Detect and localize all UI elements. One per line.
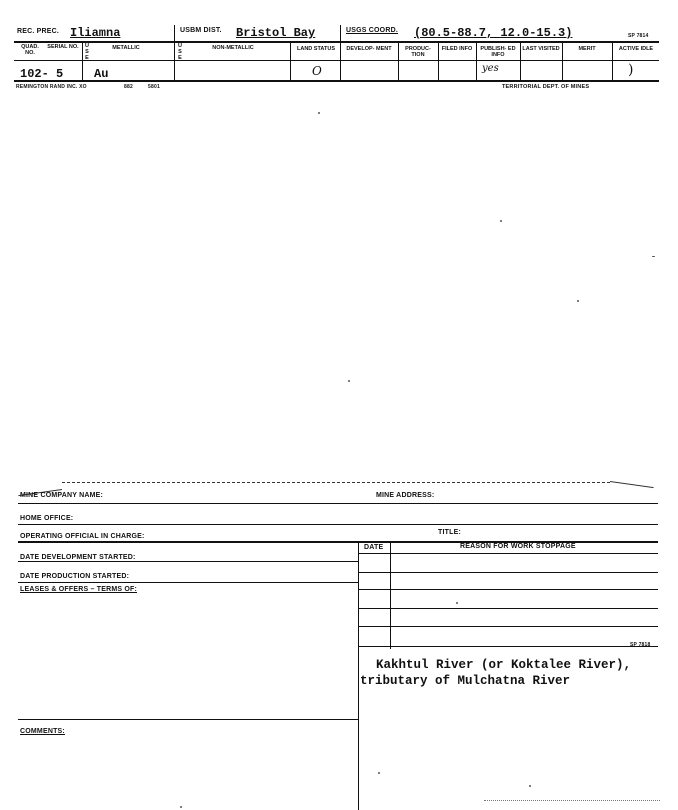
row-published-info: yes (482, 63, 499, 74)
col-div-c (290, 42, 291, 80)
reason-rule-1 (358, 553, 658, 554)
rule-1 (18, 503, 658, 504)
speck (652, 256, 655, 257)
col-production: PRODUC- TION (405, 46, 431, 58)
col-land-status: LAND STATUS (297, 46, 335, 52)
usbm-dist-value: Bristol Bay (236, 26, 316, 40)
home-office-label: HOME OFFICE: (20, 515, 74, 522)
col-div-d (340, 42, 341, 80)
rule-4 (18, 561, 358, 562)
footer-left: REMINGTON RAND INC. XO (16, 84, 87, 90)
form-number-bottom: SP 7818 (630, 642, 651, 648)
col-div-f (438, 42, 439, 80)
row-active-idle: ) (628, 62, 634, 78)
rule-2 (18, 524, 658, 525)
header-rule-bottom (14, 80, 659, 82)
note-line-2: tributary of Mulchatna River (360, 674, 571, 688)
usbm-dist-label: USBM DIST. (180, 27, 222, 34)
speck (500, 220, 502, 222)
form-number-top: SP 7814 (628, 33, 649, 39)
mine-address-label: MINE ADDRESS: (376, 492, 435, 499)
prod-started-label: DATE PRODUCTION STARTED: (20, 573, 130, 580)
scan-debris (484, 800, 660, 801)
col-serial-no: SERIAL NO. (47, 44, 79, 50)
operating-official-label: OPERATING OFFICIAL IN CHARGE: (20, 533, 145, 540)
footer-right: TERRITORIAL DEPT. OF MINES (502, 84, 590, 90)
date-label: DATE (364, 544, 384, 551)
row-quad-serial: 102- 5 (20, 67, 64, 81)
speck (577, 300, 579, 302)
footer-code-1: 882 (124, 84, 133, 90)
col-quad-no: QUAD. NO. (21, 44, 39, 56)
note-line-1: Kakhtul River (or Koktalee River), (376, 658, 632, 672)
rec-prec-label: REC. PREC. (17, 28, 60, 35)
leases-label: LEASES & OFFERS – TERMS OF: (20, 586, 138, 593)
card-top-edge-right (610, 481, 654, 488)
reason-label: REASON FOR WORK STOPPAGE (460, 543, 576, 550)
usgs-coord-label: USGS COORD. (346, 27, 398, 34)
col-filed-info: FILED INFO (441, 46, 473, 52)
footer-code-2: 5801 (148, 84, 160, 90)
reason-rule-5 (358, 626, 658, 627)
col-div-a (82, 42, 83, 80)
header-card (0, 0, 678, 110)
speck (318, 112, 320, 114)
col-div-h (520, 42, 521, 80)
comments-label: COMMENTS: (20, 728, 65, 735)
col-published-info: PUBLISH- ED INFO (480, 46, 516, 58)
reason-rule-3 (358, 589, 658, 590)
rec-prec-value: Iliamna (70, 26, 121, 40)
card-top-edge (62, 482, 610, 483)
rule-comments (18, 719, 358, 720)
dev-started-label: DATE DEVELOPMENT STARTED: (20, 554, 136, 561)
col-merit: MERIT (578, 46, 596, 52)
usgs-coord-value: (80.5-88.7, 12.0-15.3) (414, 26, 573, 40)
reason-rule-2 (358, 572, 658, 573)
row-metallic: Au (94, 67, 109, 81)
col-div-e (398, 42, 399, 80)
col-last-visited: LAST VISITED (522, 46, 560, 52)
col-metallic: METALLIC (112, 45, 140, 51)
col-use-1: U S E (85, 43, 89, 61)
col-use-2: U S E (178, 43, 182, 61)
lower-card (0, 470, 678, 810)
center-divider (358, 541, 359, 810)
reason-rule-6 (358, 646, 658, 647)
title-label: TITLE: (438, 529, 461, 536)
mine-company-label: MINE COMPANY NAME: (20, 492, 104, 499)
col-div-b (174, 42, 175, 80)
col-non-metallic: NON-METALLIC (212, 45, 254, 51)
col-active-idle: ACTIVE IDLE (618, 46, 654, 52)
rule-5 (18, 582, 358, 583)
date-col-divider (390, 541, 391, 649)
col-div-i (562, 42, 563, 80)
header-rule-mid (14, 60, 659, 61)
col-div-g (476, 42, 477, 80)
speck (348, 380, 350, 382)
col-div-j (612, 42, 613, 80)
reason-rule-4 (358, 608, 658, 609)
row-land-status: O (312, 64, 322, 78)
col-development: DEVELOP- MENT (346, 46, 392, 52)
